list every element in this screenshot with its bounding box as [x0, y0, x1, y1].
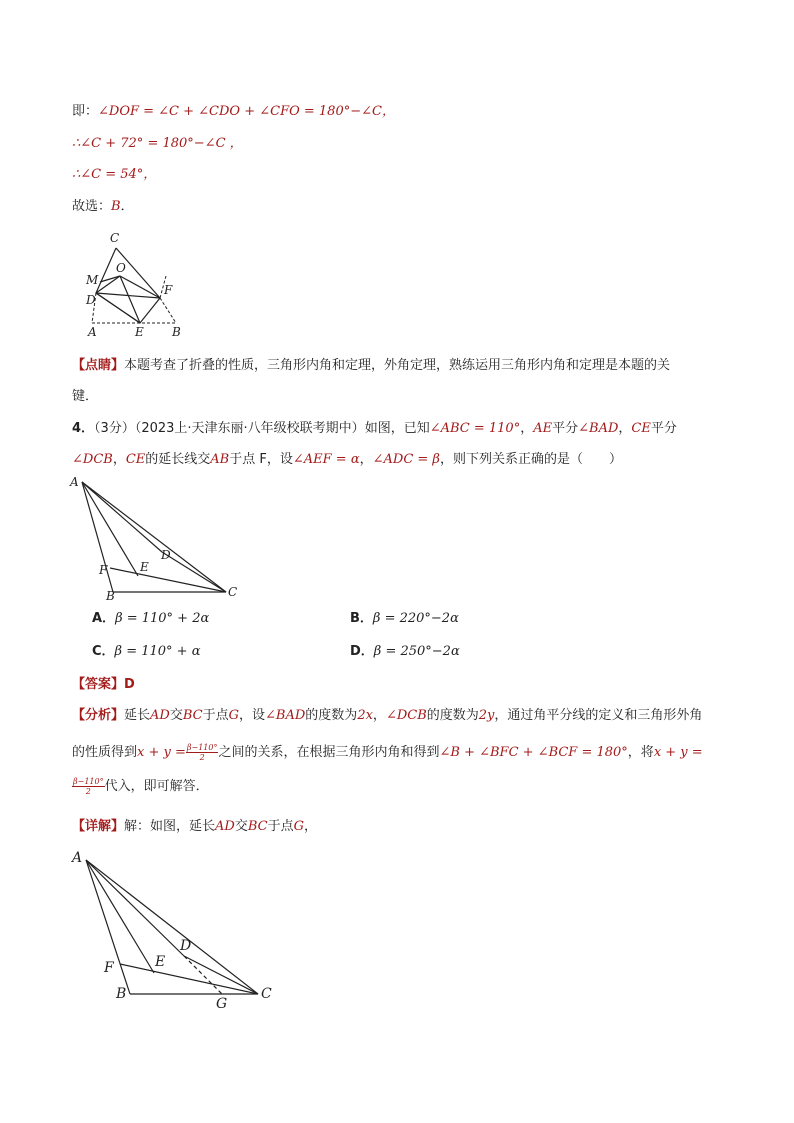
analysis-line-1: [72, 707, 702, 725]
analysis-text: 延长: [124, 708, 151, 723]
detail-text: 交: [234, 819, 248, 834]
analysis-text: ，通过角平分线的定义和三角形外角: [494, 708, 703, 723]
stem-math: ∠DCB: [72, 452, 113, 467]
solution-expression: ∠DOF = ∠C + ∠CDO + ∠CFO = 180°−∠C，: [98, 104, 395, 119]
analysis-math: ∠DCB: [385, 708, 427, 723]
analysis-text: ，设: [239, 708, 266, 723]
answer-tag: 【答案】: [72, 677, 125, 692]
solution-line-2: [72, 135, 243, 153]
analysis-math: ∠B + ∠BFC + ∠BCF = 180°: [439, 745, 628, 760]
analysis-math: AD: [150, 708, 170, 723]
label-d: D: [86, 293, 96, 307]
stem-math: ∠ADC = β: [372, 452, 440, 467]
label-m: M: [86, 273, 99, 287]
label-f: F: [164, 283, 173, 297]
fraction-denominator: 2: [199, 753, 205, 762]
detail-math: AD: [215, 819, 235, 834]
stem-text: ，: [359, 452, 373, 467]
question-4-line-1: [72, 420, 677, 438]
analysis-text: 之间的关系，在根据三角形内角和得到: [218, 745, 440, 760]
fraction-denominator: 2: [85, 787, 91, 796]
stem-text: 如图，已知: [364, 421, 430, 436]
fraction: [186, 743, 219, 762]
option-d[interactable]: [350, 643, 460, 661]
label-e: E: [155, 954, 166, 970]
detail-math: G: [293, 819, 305, 834]
stem-text: 于点 F，设: [229, 452, 293, 467]
fraction-numerator: β−110°: [186, 743, 218, 752]
segment-fc: [120, 964, 258, 994]
label-f: F: [104, 960, 114, 976]
option-b[interactable]: [350, 610, 459, 628]
label-a: A: [70, 475, 79, 489]
commentary-line-1: [72, 357, 670, 375]
segment-of: [120, 276, 160, 298]
label-a: A: [72, 850, 83, 866]
detail-line: [72, 818, 317, 836]
analysis-math: G: [228, 708, 240, 723]
analysis-text: ，: [372, 708, 386, 723]
stem-text: ，: [520, 421, 534, 436]
option-a[interactable]: [92, 610, 209, 628]
stem-math: AB: [210, 452, 230, 467]
analysis-math: ∠BAD: [265, 708, 306, 723]
option-letter: D．: [350, 644, 374, 659]
label-e: E: [140, 560, 149, 574]
dashed-fb: [160, 298, 176, 323]
segment-dc: [162, 552, 226, 592]
answer-value: D: [124, 677, 135, 692]
stem-text: 平分: [650, 421, 677, 436]
commentary-text: 键．: [72, 389, 99, 404]
stem-math: ∠ABC = 110°: [429, 421, 521, 436]
analysis-line-2: [72, 742, 703, 764]
solution-line-1: [72, 103, 395, 121]
selected-answer: B: [111, 199, 121, 214]
label-e: E: [135, 325, 144, 339]
label-o: O: [116, 261, 126, 275]
label-b: B: [116, 986, 127, 1002]
option-letter: B．: [350, 611, 373, 626]
option-letter: A．: [92, 611, 116, 626]
detail-text: 解：如图，延长: [124, 819, 216, 834]
option-expression: β = 220°−2α: [372, 611, 459, 626]
stem-math: AE: [533, 421, 553, 436]
option-expression: β = 110° + α: [114, 644, 201, 659]
label-f: F: [99, 563, 108, 577]
option-letter: C．: [92, 644, 115, 659]
analysis-math: 2x: [357, 708, 373, 723]
figure-detail: [66, 846, 286, 1011]
segment-ae: [82, 482, 138, 576]
detail-text: 于点: [267, 819, 294, 834]
fraction-numerator: β−110°: [73, 777, 104, 786]
label-g: G: [216, 996, 228, 1011]
stem-math: CE: [631, 421, 651, 436]
label-d: D: [180, 938, 192, 954]
analysis-text: 的性质得到: [72, 745, 138, 760]
analysis-math: BC: [182, 708, 203, 723]
stem-math: ∠AEF = α: [292, 452, 360, 467]
stem-text: ，则下列关系正确的是（ ）: [439, 452, 622, 467]
detail-tag: 【详解】: [72, 819, 125, 834]
option-expression: β = 110° + 2α: [115, 611, 210, 626]
analysis-math: x + y =: [653, 745, 703, 760]
analysis-line-3: [72, 776, 209, 798]
fraction: [72, 777, 105, 796]
stem-math: ∠BAD: [578, 421, 619, 436]
select-prefix: 故选：: [72, 199, 112, 214]
stem-math: CE: [125, 452, 146, 467]
question-score: （3分）: [94, 421, 135, 436]
stem-text: 平分: [552, 421, 579, 436]
label-c: C: [228, 585, 238, 599]
label-d: D: [161, 548, 171, 562]
option-expression: β = 250°−2α: [373, 644, 460, 659]
analysis-text: 的度数为: [305, 708, 358, 723]
analysis-math: 2y: [478, 708, 495, 723]
detail-text: ，: [304, 819, 318, 834]
segment-fc: [110, 568, 226, 592]
commentary-text: 本题考查了折叠的性质，三角形内角和定理，外角定理，熟练运用三角形内角和定理是本题的关: [124, 358, 671, 373]
commentary-line-2: [72, 388, 98, 406]
option-c[interactable]: [92, 643, 200, 661]
stem-text: ，: [112, 452, 126, 467]
figure-question-4: [68, 472, 248, 602]
solution-prefix: 即：: [72, 104, 99, 119]
label-c: C: [261, 986, 272, 1002]
label-b: B: [106, 589, 115, 602]
question-number: 4．: [72, 421, 95, 436]
analysis-math: x + y =: [137, 745, 186, 760]
commentary-tag: 【点睛】: [72, 358, 125, 373]
stem-text: 的延长线交: [145, 452, 211, 467]
solution-expression: ∴∠C + 72° = 180°−∠C ，: [72, 136, 243, 151]
analysis-tag: 【分析】: [72, 708, 125, 723]
figure-folding-diagram: [80, 228, 190, 343]
stem-text: ，: [618, 421, 632, 436]
segment-dc: [184, 956, 258, 994]
label-c: C: [110, 231, 120, 245]
question-4-line-2: [72, 451, 622, 469]
label-b: B: [172, 325, 181, 339]
solution-line-3: [72, 166, 156, 184]
detail-math: BC: [247, 819, 268, 834]
answer-line: [72, 676, 135, 694]
analysis-text: ，将: [627, 745, 654, 760]
segment-ad: [82, 482, 162, 552]
solution-line-4: [72, 198, 134, 216]
analysis-text: 代入，即可解答．: [104, 779, 209, 794]
segment-ab: [82, 482, 113, 592]
question-source: （2023上·天津东丽·八年级校联考期中）: [134, 421, 365, 436]
solution-expression: ∴∠C = 54°，: [72, 167, 157, 182]
analysis-text: 交: [169, 708, 183, 723]
label-a: A: [88, 325, 97, 339]
punctuation: ．: [120, 199, 134, 214]
analysis-text: 于点: [202, 708, 229, 723]
analysis-text: 的度数为: [426, 708, 479, 723]
